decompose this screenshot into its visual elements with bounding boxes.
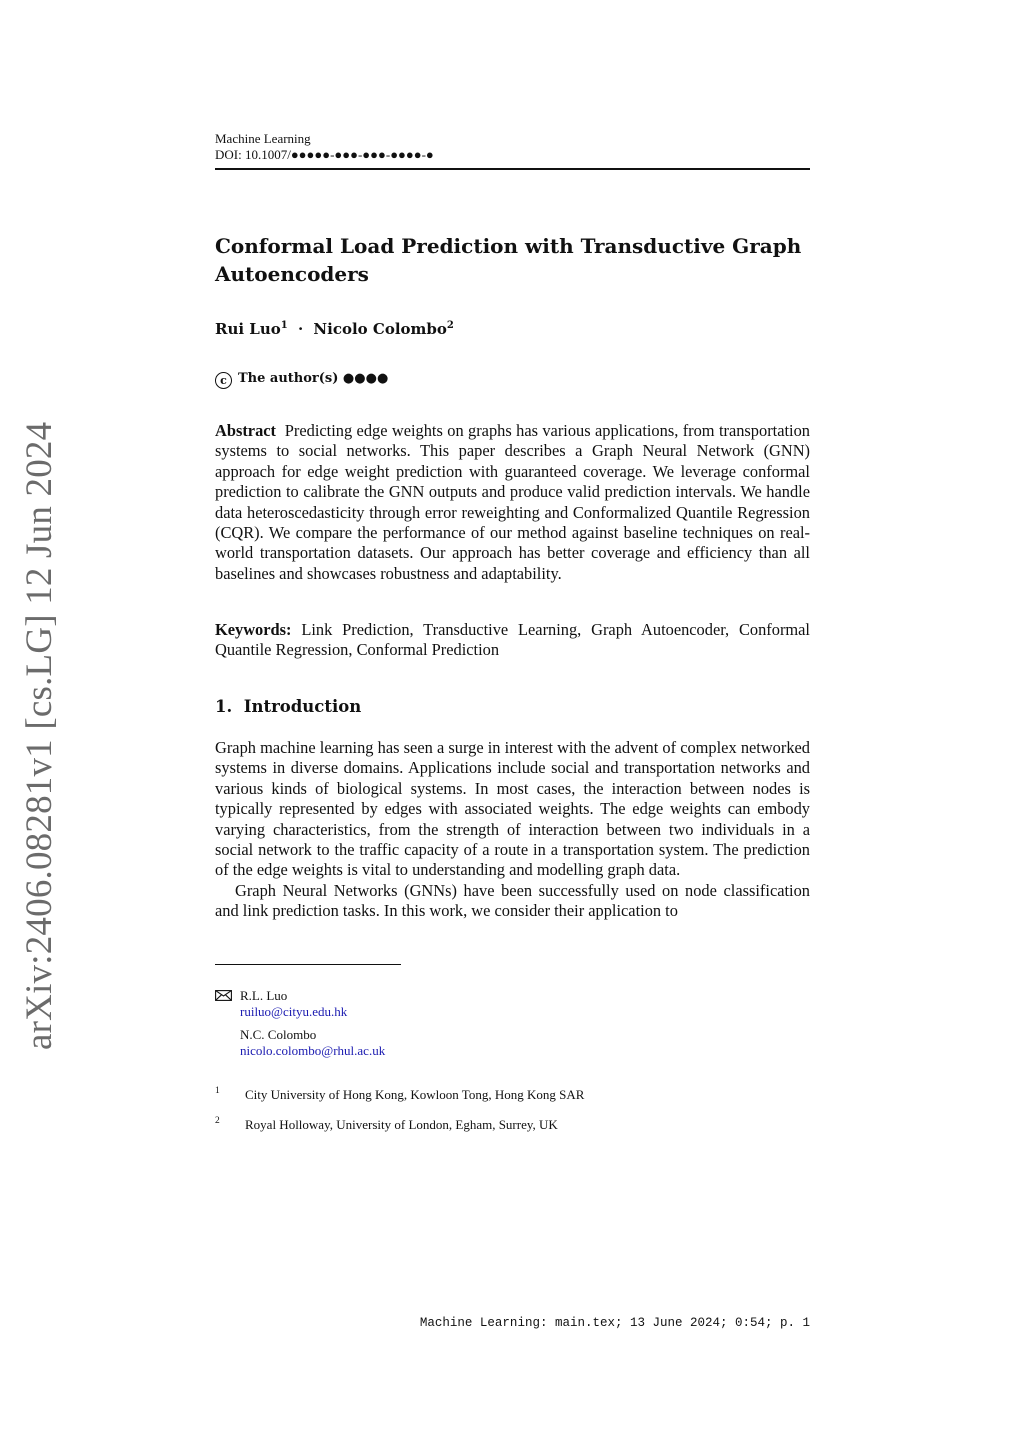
- envelope-icon: [215, 990, 232, 1001]
- page-footer: Machine Learning: main.tex; 13 June 2024; 0:54; p. 1: [419, 1316, 810, 1330]
- affiliation-number: 2: [215, 1116, 220, 1126]
- keywords-label: Keywords:: [215, 620, 292, 639]
- author-name: Rui Luo: [215, 320, 281, 338]
- author-line: [215, 320, 810, 338]
- keywords: [215, 620, 810, 661]
- author-name: Nicolo Colombo: [313, 320, 447, 338]
- keywords-text: Link Prediction, Transductive Learning, Graph Autoencoder, Conformal Quantile Regression, Conformal Prediction: [215, 620, 810, 660]
- copyright-text: The author(s) ●●●●: [238, 371, 389, 386]
- copyright-icon: c: [215, 372, 232, 389]
- contact-name: R.L. Luo: [240, 988, 288, 1003]
- arxiv-side-stamp: arXiv:2406.08281v1 [cs.LG] 12 Jun 2024: [19, 421, 60, 1050]
- author-affil-mark: 1: [280, 320, 288, 331]
- contact-block: [215, 988, 385, 1059]
- intro-body: [215, 738, 810, 922]
- abstract-label: Abstract: [215, 421, 276, 440]
- abstract: [215, 421, 810, 584]
- journal-name: Machine Learning: [215, 131, 311, 146]
- header-rule: [215, 168, 810, 170]
- section-heading: [215, 697, 810, 716]
- doi: DOI: 10.1007/●●●●●-●●●-●●●-●●●●-●: [215, 147, 434, 162]
- copyright-line: [215, 371, 810, 389]
- abstract-text: Predicting edge weights on graphs has various applications, from transportation systems to social networks. This paper describes a Graph Neural Network (GNN) approach for edge weight prediction with guaranteed coverage. We leverage conformal prediction to calibrate the GNN outputs and produce valid prediction intervals. We handle data heteroscedasticity through error reweighting and Conformalized Quantile Regression (CQR). We compare the performance of our method against baseline techniques on real-world transportation datasets. Our approach has better coverage and efficiency than all baselines and showcases robustness and adaptability.: [215, 421, 810, 583]
- footnote-rule: [215, 964, 401, 965]
- section-title: Introduction: [243, 697, 362, 716]
- contact-email-link[interactable]: ruiluo@cityu.edu.hk: [240, 1004, 348, 1019]
- author-separator: ·: [297, 320, 304, 338]
- affiliation-number: 1: [215, 1086, 220, 1096]
- contact-email-link[interactable]: nicolo.colombo@rhul.ac.uk: [240, 1043, 386, 1058]
- paragraph: Graph Neural Networks (GNNs) have been successfully used on node classification and link prediction tasks. In this work, we consider their application to: [215, 880, 810, 921]
- affiliation-text: City University of Hong Kong, Kowloon Tong, Hong Kong SAR: [245, 1087, 585, 1102]
- paragraph: Graph machine learning has seen a surge in interest with the advent of complex networked systems in diverse domains. Applications include social and transportation networks and various kinds of biological systems. In most cases, the interaction between nodes is typically represented by edges with associated weights. The edge weights can embody varying characteristics, from the strength of interaction between two individuals in a social network to the traffic capacity of a route in a transportation system. The prediction of the edge weights is vital to understanding and modelling graph data.: [215, 738, 810, 880]
- author-affil-mark: 2: [446, 320, 454, 331]
- contact-name: N.C. Colombo: [240, 1027, 317, 1042]
- contact-entry: [215, 988, 385, 1020]
- section-number: 1.: [215, 697, 233, 716]
- affiliation-text: Royal Holloway, University of London, Egham, Surrey, UK: [245, 1117, 558, 1132]
- paper-title: Conformal Load Prediction with Transductive Graph Autoencoders: [215, 234, 802, 286]
- journal-header: [215, 131, 810, 163]
- contact-entry: [215, 1027, 385, 1059]
